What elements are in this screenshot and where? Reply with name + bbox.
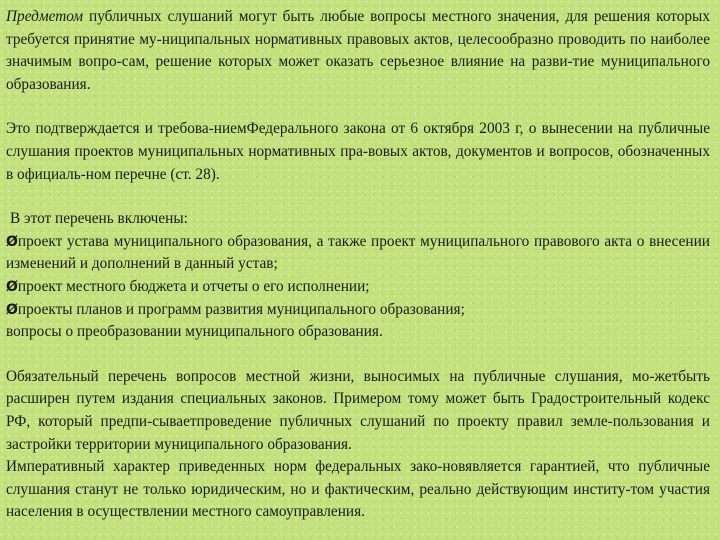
arrow-bullet-icon: Ø bbox=[6, 301, 18, 318]
list-block bbox=[6, 208, 710, 344]
arrow-bullet-icon: Ø bbox=[6, 233, 18, 250]
paragraph-imperative: Императивный характер приведенных норм федеральных зако-новявляется гарантией, что публичные слушания станут не только юридическим, но и фактическим, реально действующим институ-том участия населения в осуществлении местного самоуправления. bbox=[6, 458, 710, 521]
paragraph-subject bbox=[6, 6, 710, 96]
list-heading: В этот перечень включены: bbox=[10, 210, 188, 228]
lead-term: Предметом bbox=[6, 8, 84, 25]
list-item-text: проекты планов и программ развития муниципального образования; bbox=[17, 300, 465, 318]
paragraph-federal-law: Это подтверждается и требова-ниемФедерального закона от 6 октября 2003 г, о вынесении на публичные слушания проектов муниципальных нормативных пра-вовых актов, документов и вопросов, обозначенных в официаль-ном перечне (ст. 28). bbox=[6, 120, 710, 183]
list-tail: вопросы о преобразовании муниципального образования. bbox=[6, 323, 383, 341]
paragraph-mandatory-list: Обязательный перечень вопросов местной жизни, выносимых на публичные слушания, мо-жетбыть расширен путем издания специальных законов. Примером тому может быть Градостроительный кодекс РФ, который предпи-сываетпроведение публичных слушаний по проекту правил земле-пользования и застройки территории муниципального образования. bbox=[6, 367, 710, 453]
arrow-bullet-icon: Ø bbox=[6, 278, 18, 295]
list-item-text: проект местного бюджета и отчеты о его исполнении; bbox=[17, 277, 370, 295]
list-item bbox=[6, 299, 710, 322]
list-item bbox=[6, 231, 710, 276]
text-panel bbox=[2, 0, 714, 536]
list-item bbox=[6, 276, 710, 299]
paragraph-subject-text: публичных слушаний могут быть любые вопросы местного значения, для решения которых требуется принятие му-ниципальных нормативных правовых актов, целесообразно проводить по наиболее значимым вопро-сам, решение которых может оказать серьезное влияние на разви-тие муниципального образования. bbox=[6, 8, 710, 93]
list-item-text: проект устава муниципального образования, а также проект муниципального правового акта о внесении изменений и дополнений в данный устав; bbox=[6, 232, 710, 273]
